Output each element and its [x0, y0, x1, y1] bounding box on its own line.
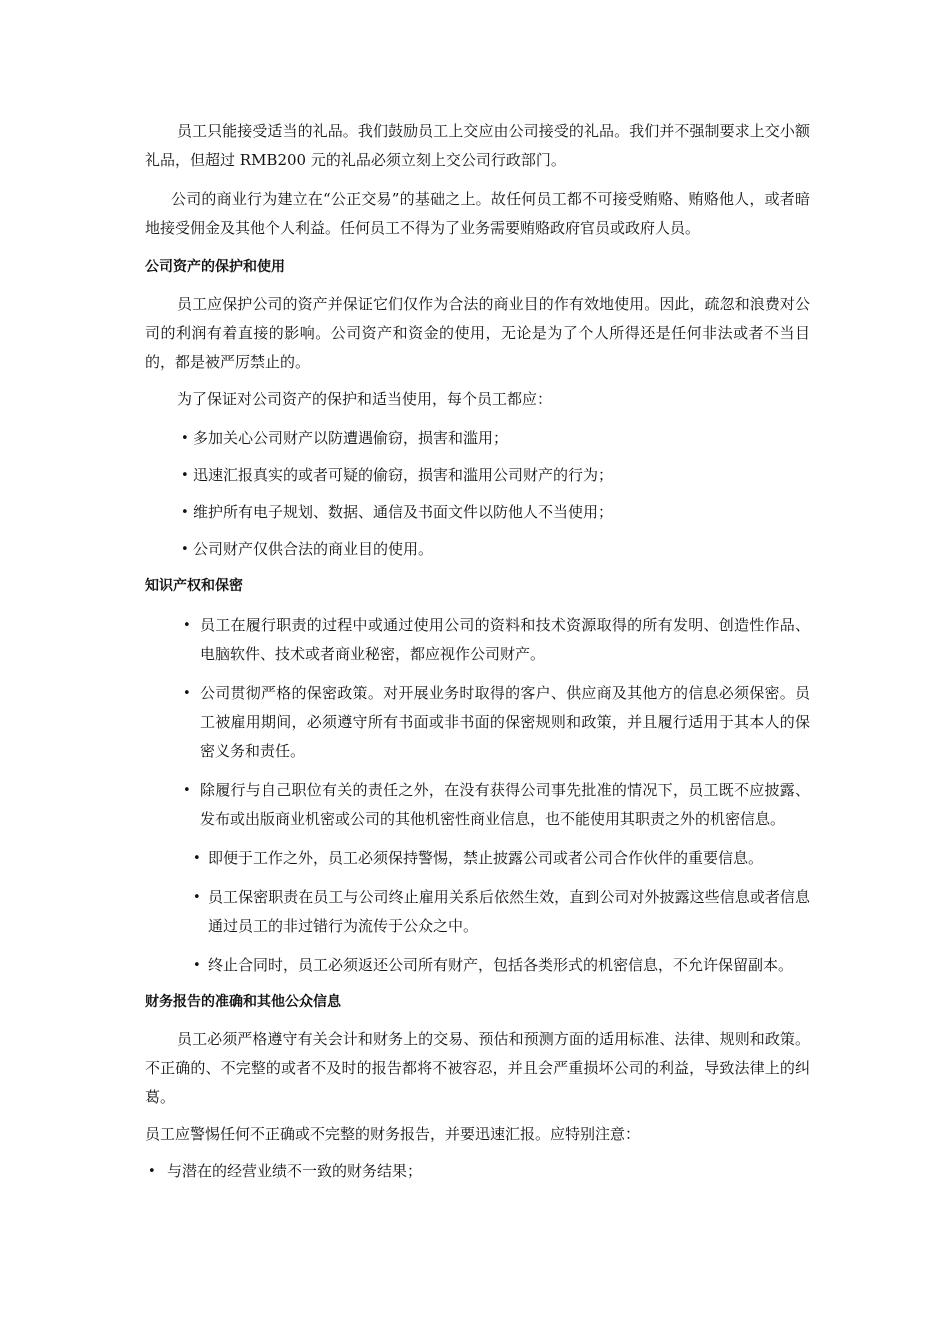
- document-body: [145, 117, 810, 1186]
- assets-paragraph-1: 员工应保护公司的资产并保证它们仅作为合法的商业目的作有效地使用。因此，疏忽和浪费对公司的利润有着直接的影响。公司资产和资金的使用，无论是为了个人所得还是任何非法或者不当目的，都是被严厉禁止的。: [145, 295, 810, 371]
- list-item-text: 员工在履行职责的过程中或通过使用公司的资料和技术资源取得的所有发明、创造性作品、电脑软件、技术或者商业秘密，都应视作公司财产。: [200, 616, 810, 663]
- list-item: [145, 424, 810, 453]
- bullet-icon: •: [181, 468, 189, 483]
- list-item: [145, 844, 810, 873]
- list-item-text: 公司贯彻严格的保密政策。对开展业务时取得的客户、供应商及其他方的信息必须保密。员工被雇用期间，必须遵守所有书面或非书面的保密规则和政策，并且履行适用于其本人的保密义务和责任。: [200, 684, 810, 760]
- assets-heading: 公司资产的保护和使用: [145, 259, 285, 275]
- gifts-paragraph-2: 公司的商业行为建立在“公正交易”的基础之上。故任何员工都不可接受贿赂、贿赂他人，或者暗地接受佣金及其他个人利益。任何员工不得为了业务需要贿赂政府官员或政府人员。: [145, 190, 810, 237]
- finance-paragraph-2: 员工应警惕任何不正确或不完整的财务报告，并要迅速汇报。应特别注意：: [145, 1125, 641, 1143]
- list-item: [145, 498, 810, 527]
- bullet-icon: •: [181, 505, 189, 520]
- gifts-paragraph-1: 员工只能接受适当的礼品。我们鼓励员工上交应由公司接受的礼品。我们并不强制要求上交小额礼品，但超过 RMB200 元的礼品必须立刻上交公司行政部门。: [145, 122, 810, 169]
- list-item-text: 维护所有电子规划、数据、通信及书面文件以防他人不当使用；: [193, 503, 614, 521]
- finance-paragraph-1: 员工必须严格遵守有关会计和财务上的交易、预估和预测方面的适用标准、法律、规则和政策。不正确的、不完整的或者不及时的报告都将不被容忍，并且会严重损坏公司的利益，导致法律上的纠葛。: [145, 1030, 810, 1106]
- list-item: [145, 461, 810, 490]
- ip-heading: 知识产权和保密: [145, 578, 243, 594]
- bullet-icon: •: [193, 890, 201, 905]
- bullet-icon: •: [193, 851, 201, 866]
- bullet-icon: •: [181, 542, 189, 557]
- bullet-icon: •: [181, 431, 189, 446]
- bullet-icon: •: [193, 958, 201, 973]
- list-item: [145, 883, 810, 941]
- list-item-text: 迅速汇报真实的或者可疑的偷窃，损害和滥用公司财产的行为；: [193, 466, 614, 484]
- list-item-text: 与潜在的经营业绩不一致的财务结果；: [167, 1162, 423, 1180]
- list-item: [145, 679, 810, 766]
- bullet-icon: •: [183, 783, 191, 798]
- list-item: [145, 611, 810, 669]
- bullet-icon: •: [148, 1164, 156, 1179]
- list-item: [145, 1157, 810, 1186]
- list-item-text: 即便于工作之外，员工必须保持警惕，禁止披露公司或者公司合作伙伴的重要信息。: [208, 849, 764, 867]
- bullet-icon: •: [183, 618, 191, 633]
- finance-heading: 财务报告的准确和其他公众信息: [145, 994, 341, 1010]
- list-item: [145, 951, 810, 980]
- list-item-text: 终止合同时，员工必须返还公司所有财产，包括各类形式的机密信息，不允许保留副本。: [208, 956, 794, 974]
- list-item-text: 多加关心公司财产以防遭遇偷窃，损害和滥用；: [193, 429, 509, 447]
- assets-paragraph-2: 为了保证对公司资产的保护和适当使用，每个员工都应：: [177, 390, 553, 408]
- list-item-text: 除履行与自己职位有关的责任之外，在没有获得公司事先批准的情况下，员工既不应披露、发布或出版商业机密或公司的其他机密性商业信息，也不能使用其职责之外的机密信息。: [200, 781, 810, 828]
- list-item: [145, 776, 810, 834]
- bullet-icon: •: [183, 686, 191, 701]
- list-item-text: 公司财产仅供合法的商业目的使用。: [193, 540, 434, 558]
- list-item: [145, 535, 810, 564]
- list-item-text: 员工保密职责在员工与公司终止雇用关系后依然生效，直到公司对外披露这些信息或者信息通过员工的非过错行为流传于公众之中。: [208, 888, 810, 935]
